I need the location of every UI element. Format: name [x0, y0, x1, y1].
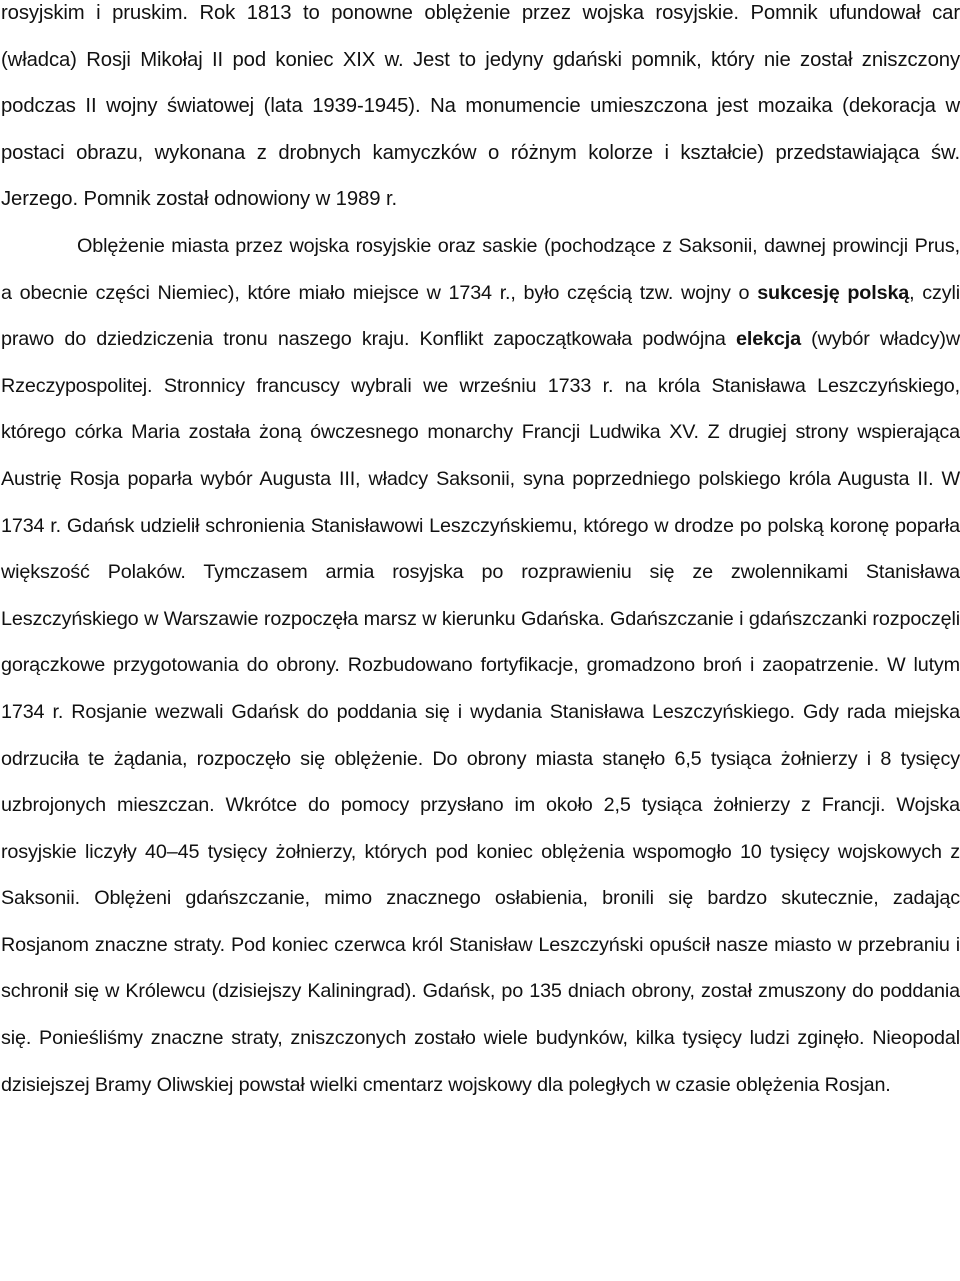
paragraph-siege-1734: [1, 223, 960, 1108]
paragraph-text: , czyli prawo do dziedziczenia tronu naszego kraju. Konflikt zapoczątkowała podwójna: [1, 281, 960, 351]
paragraph-text: (wybór władcy)w Rzeczypospolitej. Stronnicy francuscy wybrali we wrześniu 1733 r. na króla Stanisława Leszczyńskiego, którego córka Maria została żoną ówczesnego monarchy Francji Ludwika XV. Z drugiej strony wspierająca Austrię Rosja poparła wybór Augusta III, władcy Saksonii, syna poprzedniego polskiego króla Augusta II. W 1734 r. Gdańsk udzielił schronienia Stanisławowi Leszczyńskiemu, którego w drodze po polską koronę poparła większość Polaków. Tymczasem armia rosyjska po rozprawieniu się ze zwolennikami Stanisława Leszczyńskiego w Warszawie rozpoczęła marsz w kierunku Gdańska. Gdańszczanie i gdańszczanki rozpoczęli gorączkowe przygotowania do obrony. Rozbudowano fortyfikacje, gromadzono broń i zaopatrzenie. W lutym 1734 r. Rosjanie wezwali Gdańsk do poddania się i wydania Stanisława Leszczyńskiego. Gdy rada miejska odrzuciła te żądania, rozpoczęło się oblężenie. Do obrony miasta stanęło 6,5 tysiąca żołnierzy i 8 tysięcy uzbrojonych mieszczan. Wkrótce do pomocy przysłano im około 2,5 tysiąca żołnierzy z Francji. Wojska rosyjskie liczyły 40–45 tysięcy żołnierzy, których pod koniec oblężenia wspomogło 10 tysięcy wojskowych z Saksonii. Oblężeni gdańszczanie, mimo znacznego osłabienia, bronili się bardzo skutecznie, zadając Rosjanom znaczne straty. Pod koniec czerwca król Stanisław Leszczyński opuścił nasze miasto w przebraniu i schronił się w Królewcu (dzisiejszy Kaliningrad). Gdańsk, po 135 dniach obrony, został zmuszony do poddania się. Ponieśliśmy znaczne straty, zniszczonych zostało wiele budynków, kilka tysięcy ludzi zginęło. Nieopodal dzisiejszej Bramy Oliwskiej powstał wielki cmentarz wojskowy dla poległych w czasie oblężenia Rosjan.: [1, 328, 960, 1096]
paragraph-monument: rosyjskim i pruskim. Rok 1813 to ponowne oblężenie przez wojska rosyjskie. Pomnik ufundował car (władca) Rosji Mikołaj II pod koniec XIX w. Jest to jedyny gdański pomnik, który nie został zniszczony podczas II wojny światowej (lata 1939-1945). Na monumencie umieszczona jest mozaika (dekoracja w postaci obrazu, wykonana z drobnych kamyczków o różnym kolorze i kształcie) przedstawiająca św. Jerzego. Pomnik został odnowiony w 1989 r.: [1, 2, 960, 211]
bold-term-sukcesja: sukcesję polską: [757, 281, 910, 304]
bold-term-elekcja: elekcja: [736, 328, 801, 351]
paragraph-text: Oblężenie miasta przez wojska rosyjskie oraz saskie (pochodzące z Saksonii, dawnej prowincji Prus, a obecnie części Niemiec), które miało miejsce w 1734 r., było częścią tzw. wojny o: [1, 234, 960, 304]
